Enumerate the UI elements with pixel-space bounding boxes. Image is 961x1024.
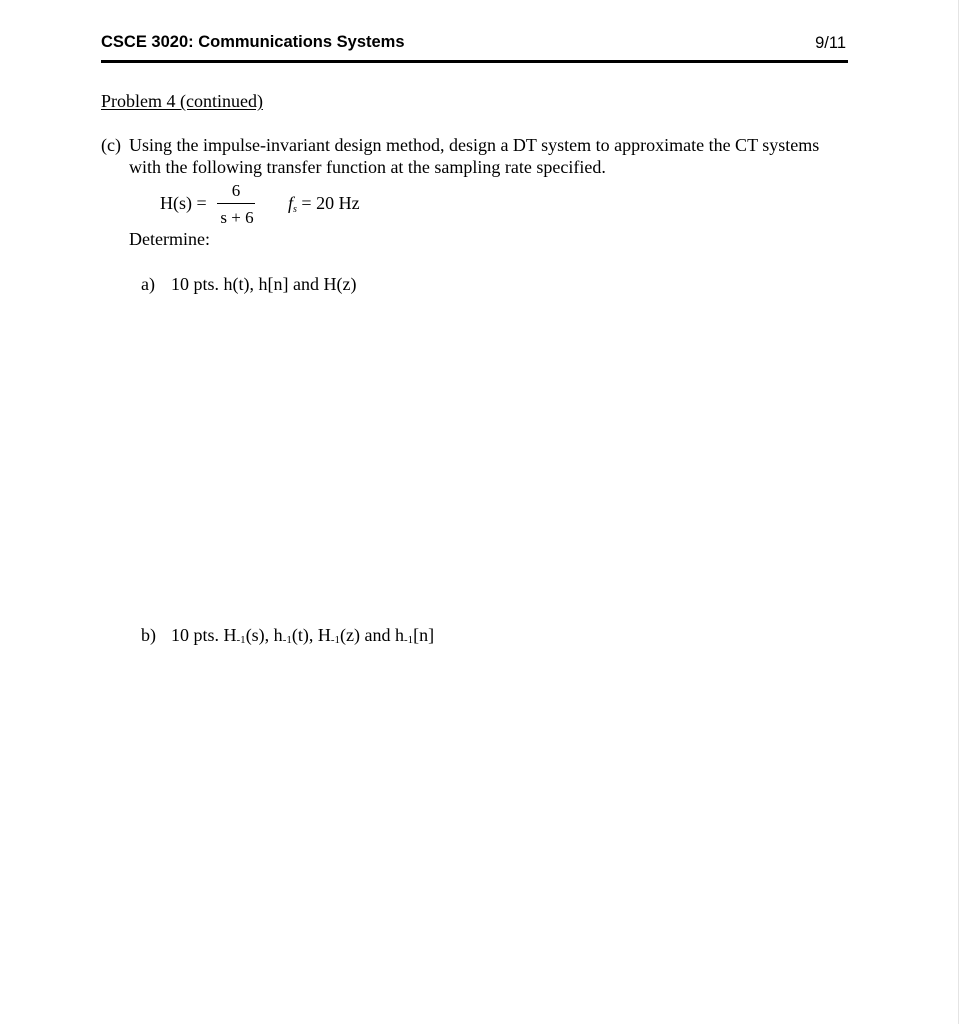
equation-lhs: H(s) = <box>160 193 207 213</box>
equation-numerator: 6 <box>231 181 241 200</box>
item-b-text-part: 10 pts. H <box>171 625 237 645</box>
item-b-subscript: -1 <box>404 634 414 646</box>
page-edge-divider <box>958 0 959 1024</box>
problem-description-line1: Using the impulse-invariant design method, design a DT system to approximate the CT systems <box>129 135 820 155</box>
item-b-subscript: -1 <box>330 634 341 646</box>
problem-heading: Problem 4 (continued) <box>101 91 263 111</box>
sampling-rate-symbol: f <box>288 193 294 213</box>
equation-denominator: s + 6 <box>220 208 254 227</box>
item-b-label: b) <box>141 625 156 645</box>
item-b-text <box>171 625 434 646</box>
determine-label: Determine: <box>129 229 210 249</box>
header-rule <box>101 60 848 63</box>
problem-description-line2: with the following transfer function at the sampling rate specified. <box>129 157 606 177</box>
item-b-text-part: (z) and h <box>340 625 404 645</box>
fraction-bar <box>217 203 255 204</box>
transfer-function-equation <box>160 180 400 230</box>
sampling-rate-subscript: s <box>293 204 297 215</box>
page-number: 9/11 <box>815 34 846 52</box>
item-a-text: 10 pts. h(t), h[n] and H(z) <box>171 274 357 294</box>
sampling-rate-value: = 20 Hz <box>301 193 360 213</box>
course-title: CSCE 3020: Communications Systems <box>101 33 405 51</box>
item-b-subscript: -1 <box>236 634 246 646</box>
item-b-text-part: [n] <box>413 625 435 645</box>
sampling-rate <box>288 193 360 215</box>
item-b-text-part: (t), H <box>291 625 331 645</box>
item-a-label: a) <box>141 274 155 294</box>
item-b-subscript: -1 <box>282 634 292 646</box>
item-b-text-part: (s), h <box>245 625 283 645</box>
part-label: (c) <box>101 135 121 155</box>
